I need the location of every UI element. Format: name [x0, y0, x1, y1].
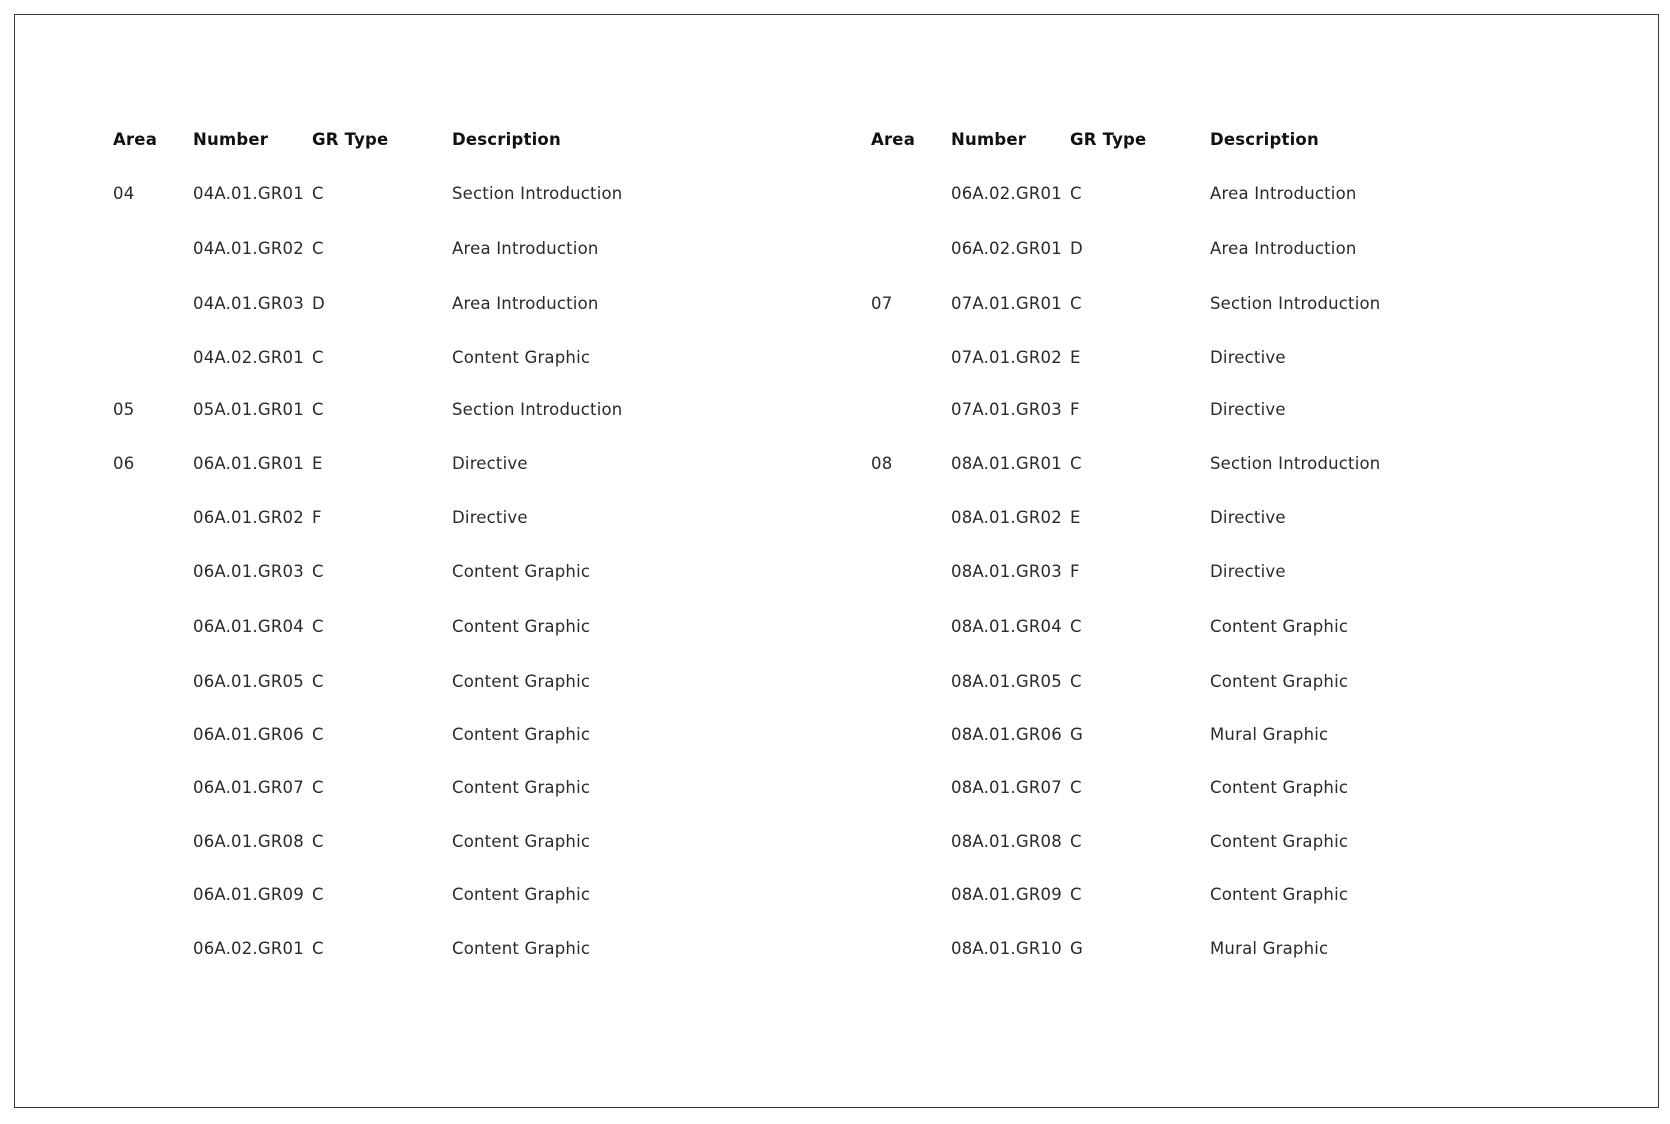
- cell-description: Area Introduction: [452, 294, 599, 313]
- cell-description: Section Introduction: [1210, 454, 1381, 473]
- document-frame: [14, 14, 1659, 1108]
- cell-number: 07A.01.GR02: [951, 348, 1062, 367]
- cell-area: 07: [871, 294, 893, 313]
- cell-number: 08A.01.GR04: [951, 617, 1062, 636]
- header-number: Number: [193, 130, 269, 149]
- cell-description: Area Introduction: [452, 239, 599, 258]
- cell-description: Area Introduction: [1210, 239, 1357, 258]
- cell-description: Section Introduction: [1210, 294, 1381, 313]
- cell-number: 08A.01.GR07: [951, 778, 1062, 797]
- cell-number: 08A.01.GR02: [951, 508, 1062, 527]
- cell-description: Content Graphic: [452, 832, 591, 851]
- cell-number: 08A.01.GR09: [951, 885, 1062, 904]
- cell-gr-type: C: [312, 778, 324, 797]
- cell-number: 06A.01.GR09: [193, 885, 304, 904]
- header-number: Number: [951, 130, 1027, 149]
- cell-gr-type: G: [1070, 725, 1083, 744]
- cell-gr-type: C: [312, 348, 324, 367]
- cell-gr-type: F: [312, 508, 322, 527]
- cell-gr-type: C: [1070, 184, 1082, 203]
- cell-gr-type: C: [1070, 832, 1082, 851]
- cell-description: Content Graphic: [452, 348, 591, 367]
- cell-description: Content Graphic: [1210, 832, 1349, 851]
- cell-description: Directive: [452, 508, 528, 527]
- header-gr-type: GR Type: [1070, 130, 1147, 149]
- cell-description: Content Graphic: [452, 939, 591, 958]
- cell-number: 04A.01.GR01: [193, 184, 304, 203]
- cell-number: 06A.01.GR08: [193, 832, 304, 851]
- cell-description: Content Graphic: [1210, 617, 1349, 636]
- cell-gr-type: C: [1070, 778, 1082, 797]
- cell-description: Directive: [1210, 508, 1286, 527]
- cell-gr-type: C: [312, 562, 324, 581]
- header-gr-type: GR Type: [312, 130, 389, 149]
- cell-number: 06A.01.GR06: [193, 725, 304, 744]
- cell-gr-type: C: [1070, 617, 1082, 636]
- cell-number: 04A.01.GR03: [193, 294, 304, 313]
- cell-number: 05A.01.GR01: [193, 400, 304, 419]
- cell-gr-type: C: [312, 400, 324, 419]
- header-area: Area: [113, 130, 158, 149]
- header-description: Description: [452, 130, 561, 149]
- cell-description: Content Graphic: [452, 672, 591, 691]
- cell-description: Directive: [1210, 348, 1286, 367]
- cell-gr-type: C: [1070, 454, 1082, 473]
- cell-description: Content Graphic: [452, 778, 591, 797]
- cell-number: 04A.02.GR01: [193, 348, 304, 367]
- cell-gr-type: C: [312, 184, 324, 203]
- cell-number: 08A.01.GR06: [951, 725, 1062, 744]
- cell-description: Area Introduction: [1210, 184, 1357, 203]
- cell-description: Content Graphic: [1210, 778, 1349, 797]
- cell-number: 08A.01.GR03: [951, 562, 1062, 581]
- cell-number: 07A.01.GR01: [951, 294, 1062, 313]
- cell-area: 04: [113, 184, 135, 203]
- cell-number: 08A.01.GR01: [951, 454, 1062, 473]
- cell-gr-type: C: [312, 239, 324, 258]
- cell-number: 08A.01.GR08: [951, 832, 1062, 851]
- cell-gr-type: C: [312, 939, 324, 958]
- cell-number: 06A.01.GR04: [193, 617, 304, 636]
- cell-gr-type: C: [312, 885, 324, 904]
- cell-number: 06A.02.GR01: [193, 939, 304, 958]
- cell-number: 06A.01.GR01: [193, 454, 304, 473]
- cell-description: Directive: [452, 454, 528, 473]
- cell-description: Directive: [1210, 400, 1286, 419]
- cell-description: Directive: [1210, 562, 1286, 581]
- cell-gr-type: G: [1070, 939, 1083, 958]
- cell-gr-type: E: [1070, 348, 1081, 367]
- cell-description: Content Graphic: [452, 617, 591, 636]
- cell-gr-type: E: [1070, 508, 1081, 527]
- cell-number: 08A.01.GR05: [951, 672, 1062, 691]
- cell-gr-type: D: [1070, 239, 1083, 258]
- cell-number: 06A.01.GR05: [193, 672, 304, 691]
- cell-gr-type: E: [312, 454, 323, 473]
- cell-description: Section Introduction: [452, 184, 623, 203]
- cell-number: 06A.01.GR02: [193, 508, 304, 527]
- cell-gr-type: F: [1070, 400, 1080, 419]
- cell-description: Mural Graphic: [1210, 725, 1329, 744]
- cell-number: 06A.01.GR03: [193, 562, 304, 581]
- cell-gr-type: F: [1070, 562, 1080, 581]
- cell-description: Content Graphic: [452, 562, 591, 581]
- cell-number: 06A.02.GR01: [951, 184, 1062, 203]
- header-description: Description: [1210, 130, 1319, 149]
- cell-number: 08A.01.GR10: [951, 939, 1062, 958]
- cell-gr-type: C: [312, 672, 324, 691]
- cell-gr-type: C: [1070, 294, 1082, 313]
- cell-gr-type: D: [312, 294, 325, 313]
- cell-number: 04A.01.GR02: [193, 239, 304, 258]
- cell-description: Content Graphic: [1210, 672, 1349, 691]
- cell-gr-type: C: [312, 832, 324, 851]
- cell-area: 08: [871, 454, 893, 473]
- cell-area: 05: [113, 400, 135, 419]
- cell-number: 06A.02.GR01: [951, 239, 1062, 258]
- cell-description: Content Graphic: [452, 885, 591, 904]
- cell-description: Mural Graphic: [1210, 939, 1329, 958]
- cell-description: Content Graphic: [452, 725, 591, 744]
- cell-gr-type: C: [1070, 672, 1082, 691]
- cell-number: 06A.01.GR07: [193, 778, 304, 797]
- cell-number: 07A.01.GR03: [951, 400, 1062, 419]
- header-area: Area: [871, 130, 916, 149]
- cell-description: Content Graphic: [1210, 885, 1349, 904]
- cell-gr-type: C: [1070, 885, 1082, 904]
- cell-gr-type: C: [312, 725, 324, 744]
- cell-description: Section Introduction: [452, 400, 623, 419]
- cell-gr-type: C: [312, 617, 324, 636]
- cell-area: 06: [113, 454, 135, 473]
